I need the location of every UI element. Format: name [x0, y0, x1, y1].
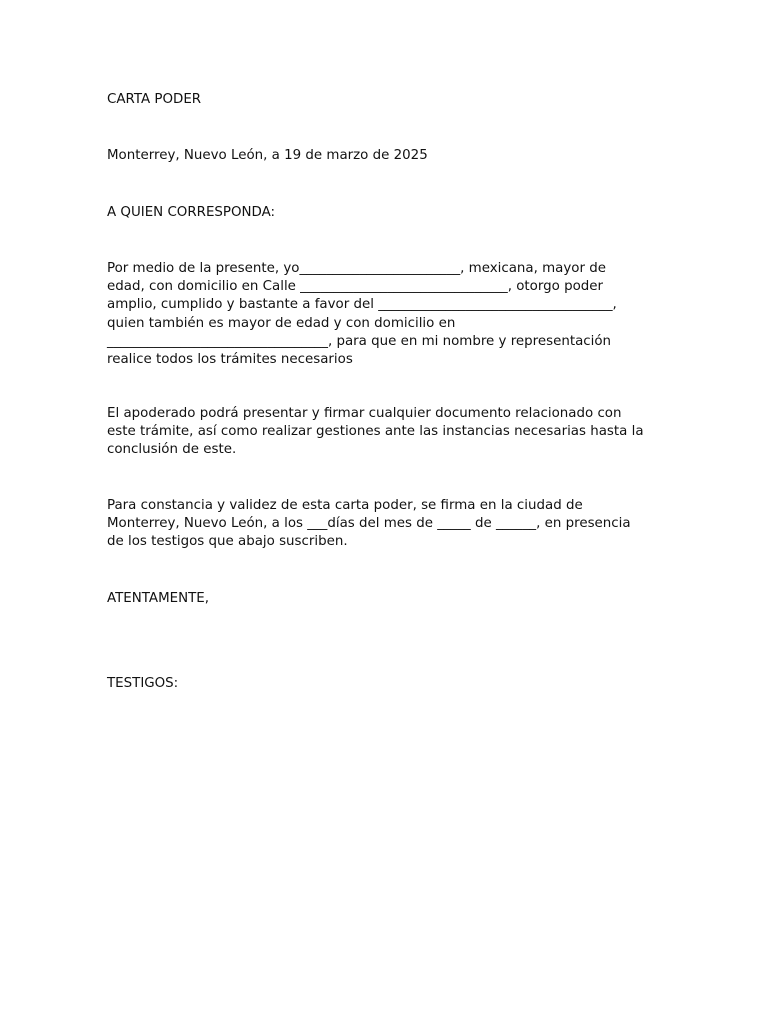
paragraph-line: este trámite, así como realizar gestiones ante las instancias necesarias hasta la	[107, 424, 644, 440]
paragraph-validity	[107, 497, 667, 552]
closing: ATENTAMENTE,	[107, 591, 210, 606]
paragraph-line: edad, con domicilio en Calle _______________________________, otorgo poder	[107, 279, 604, 295]
paragraph-line: Para constancia y validez de esta carta poder, se firma en la ciudad de	[107, 498, 583, 513]
paragraph-line: El apoderado podrá presentar y firmar cualquier documento relacionado con	[107, 406, 622, 421]
paragraph-line: quien también es mayor de edad y con domicilio en	[107, 315, 456, 331]
salutation: A QUIEN CORRESPONDA:	[107, 205, 276, 220]
paragraph-line: de los testigos que abajo suscriben.	[107, 534, 348, 550]
paragraph-line: realice todos los trámites necesarios	[107, 352, 353, 368]
paragraph-line: amplio, cumplido y bastante a favor del ___________________________________,	[107, 297, 617, 313]
paragraph-grant-of-power	[107, 260, 667, 369]
paragraph-attorney-powers	[107, 405, 667, 460]
paragraph-line: conclusión de este.	[107, 442, 237, 458]
paragraph-line: _________________________________, para que en mi nombre y representación	[107, 333, 612, 349]
witnesses-label: TESTIGOS:	[107, 676, 179, 691]
document-title: CARTA PODER	[107, 92, 202, 107]
paragraph-line: Monterrey, Nuevo León, a los ___días del mes de _____ de ______, en presencia	[107, 516, 631, 532]
paragraph-line: Por medio de la presente, yo________________________, mexicana, mayor de	[107, 261, 606, 276]
place-date: Monterrey, Nuevo León, a 19 de marzo de 2025	[107, 148, 428, 163]
